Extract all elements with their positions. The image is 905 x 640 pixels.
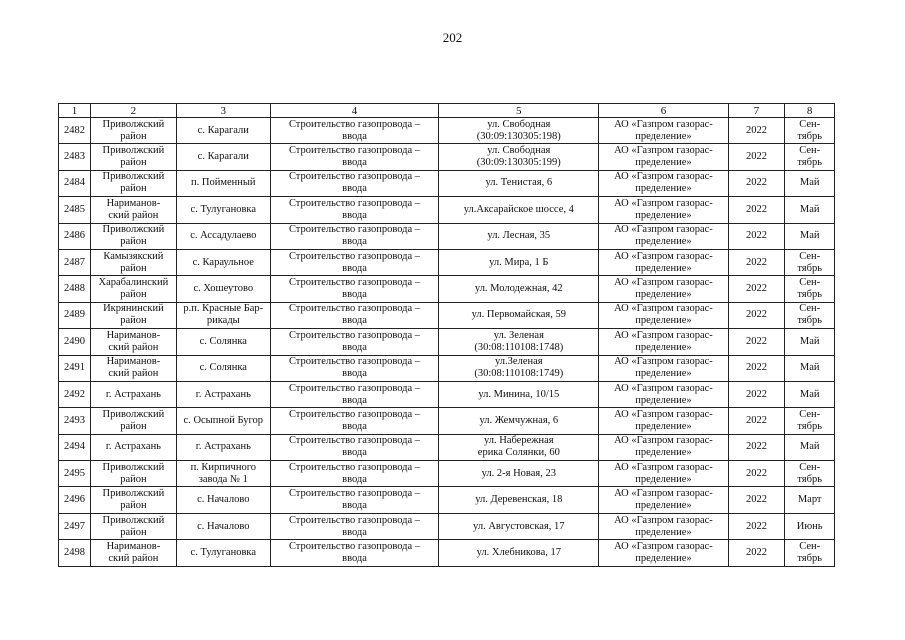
table-row (59, 461, 835, 487)
column-header: 5 (439, 104, 599, 118)
address-cell: ул. Деревенская, 18 (439, 487, 599, 513)
address-cell: ул. Мира, 1 Б (439, 249, 599, 275)
month-cell: Сен- тябрь (785, 302, 835, 328)
month-cell: Май (785, 355, 835, 381)
settlement-cell: с. Карагали (176, 118, 270, 144)
year-cell: 2022 (728, 329, 785, 355)
address-cell: ул. Жемчужная, 6 (439, 408, 599, 434)
month-cell: Июнь (785, 513, 835, 539)
work-type-cell: Строительство газопровода – ввода (270, 434, 438, 460)
district-cell: Приволжский район (91, 118, 177, 144)
address-cell: ул. Лесная, 35 (439, 223, 599, 249)
month-cell: Март (785, 487, 835, 513)
table-row (59, 197, 835, 223)
settlement-cell: с. Тулугановка (176, 540, 270, 566)
address-cell: ул.Зеленая (30:08:110108:1749) (439, 355, 599, 381)
district-cell: Нариманов- ский район (91, 329, 177, 355)
month-cell: Сен- тябрь (785, 249, 835, 275)
month-cell: Сен- тябрь (785, 408, 835, 434)
column-header: 7 (728, 104, 785, 118)
table-header (59, 104, 835, 118)
district-cell: Нариманов- ский район (91, 355, 177, 381)
organization-cell: АО «Газпром газорас- пределение» (599, 118, 728, 144)
work-type-cell: Строительство газопровода – ввода (270, 381, 438, 407)
work-type-cell: Строительство газопровода – ввода (270, 329, 438, 355)
district-cell: Приволжский район (91, 461, 177, 487)
row-number-cell: 2490 (59, 329, 91, 355)
organization-cell: АО «Газпром газорас- пределение» (599, 276, 728, 302)
work-type-cell: Строительство газопровода – ввода (270, 223, 438, 249)
column-header: 1 (59, 104, 91, 118)
column-header: 6 (599, 104, 728, 118)
settlement-cell: р.п. Красные Бар- рикады (176, 302, 270, 328)
work-type-cell: Строительство газопровода – ввода (270, 170, 438, 196)
table-row (59, 408, 835, 434)
address-cell: ул. Молодежная, 42 (439, 276, 599, 302)
settlement-cell: с. Солянка (176, 355, 270, 381)
month-cell: Май (785, 170, 835, 196)
district-cell: Камызякский район (91, 249, 177, 275)
work-type-cell: Строительство газопровода – ввода (270, 408, 438, 434)
table-body (59, 118, 835, 567)
row-number-cell: 2494 (59, 434, 91, 460)
organization-cell: АО «Газпром газорас- пределение» (599, 329, 728, 355)
table-row (59, 513, 835, 539)
row-number-cell: 2484 (59, 170, 91, 196)
address-cell: ул. 2-я Новая, 23 (439, 461, 599, 487)
table-row (59, 144, 835, 170)
organization-cell: АО «Газпром газорас- пределение» (599, 302, 728, 328)
settlement-cell: с. Осыпной Бугор (176, 408, 270, 434)
month-cell: Сен- тябрь (785, 461, 835, 487)
work-type-cell: Строительство газопровода – ввода (270, 513, 438, 539)
work-type-cell: Строительство газопровода – ввода (270, 302, 438, 328)
settlement-cell: п. Кирпичного завода № 1 (176, 461, 270, 487)
year-cell: 2022 (728, 540, 785, 566)
table-row (59, 381, 835, 407)
address-cell: ул. Зеленая (30:08:110108:1748) (439, 329, 599, 355)
row-number-cell: 2492 (59, 381, 91, 407)
month-cell: Сен- тябрь (785, 118, 835, 144)
address-cell: ул.Аксарайское шоссе, 4 (439, 197, 599, 223)
settlement-cell: с. Началово (176, 513, 270, 539)
work-type-cell: Строительство газопровода – ввода (270, 461, 438, 487)
organization-cell: АО «Газпром газорас- пределение» (599, 434, 728, 460)
year-cell: 2022 (728, 223, 785, 249)
district-cell: г. Астрахань (91, 381, 177, 407)
work-type-cell: Строительство газопровода – ввода (270, 197, 438, 223)
address-cell: ул. Хлебникова, 17 (439, 540, 599, 566)
table-row (59, 249, 835, 275)
settlement-cell: г. Астрахань (176, 381, 270, 407)
row-number-cell: 2488 (59, 276, 91, 302)
work-type-cell: Строительство газопровода – ввода (270, 118, 438, 144)
settlement-cell: с. Карагали (176, 144, 270, 170)
year-cell: 2022 (728, 434, 785, 460)
column-header: 3 (176, 104, 270, 118)
organization-cell: АО «Газпром газорас- пределение» (599, 197, 728, 223)
year-cell: 2022 (728, 197, 785, 223)
page-number: 202 (442, 30, 463, 45)
organization-cell: АО «Газпром газорас- пределение» (599, 249, 728, 275)
organization-cell: АО «Газпром газорас- пределение» (599, 408, 728, 434)
month-cell: Сен- тябрь (785, 540, 835, 566)
year-cell: 2022 (728, 408, 785, 434)
work-type-cell: Строительство газопровода – ввода (270, 487, 438, 513)
work-type-cell: Строительство газопровода – ввода (270, 144, 438, 170)
organization-cell: АО «Газпром газорас- пределение» (599, 513, 728, 539)
row-number-cell: 2493 (59, 408, 91, 434)
address-cell: ул. Августовская, 17 (439, 513, 599, 539)
year-cell: 2022 (728, 276, 785, 302)
table-row (59, 302, 835, 328)
address-cell: ул. Тенистая, 6 (439, 170, 599, 196)
organization-cell: АО «Газпром газорас- пределение» (599, 461, 728, 487)
district-cell: Приволжский район (91, 144, 177, 170)
year-cell: 2022 (728, 249, 785, 275)
table-row (59, 434, 835, 460)
row-number-cell: 2497 (59, 513, 91, 539)
year-cell: 2022 (728, 170, 785, 196)
year-cell: 2022 (728, 461, 785, 487)
row-number-cell: 2482 (59, 118, 91, 144)
district-cell: Харабалинский район (91, 276, 177, 302)
district-cell: Икрянинский район (91, 302, 177, 328)
organization-cell: АО «Газпром газорас- пределение» (599, 170, 728, 196)
district-cell: Приволжский район (91, 408, 177, 434)
row-number-cell: 2486 (59, 223, 91, 249)
district-cell: Приволжский район (91, 170, 177, 196)
month-cell: Май (785, 381, 835, 407)
organization-cell: АО «Газпром газорас- пределение» (599, 540, 728, 566)
row-number-cell: 2483 (59, 144, 91, 170)
organization-cell: АО «Газпром газорас- пределение» (599, 381, 728, 407)
settlement-cell: с. Тулугановка (176, 197, 270, 223)
district-cell: Нариманов- ский район (91, 197, 177, 223)
address-cell: ул. Свободная (30:09:130305:198) (439, 118, 599, 144)
district-cell: Нариманов- ский район (91, 540, 177, 566)
year-cell: 2022 (728, 144, 785, 170)
settlement-cell: с. Началово (176, 487, 270, 513)
year-cell: 2022 (728, 355, 785, 381)
address-cell: ул. Свободная (30:09:130305:199) (439, 144, 599, 170)
table-row (59, 540, 835, 566)
table-row (59, 118, 835, 144)
gas-pipeline-registry-table (58, 103, 835, 567)
settlement-cell: с. Ассадулаево (176, 223, 270, 249)
work-type-cell: Строительство газопровода – ввода (270, 249, 438, 275)
month-cell: Сен- тябрь (785, 144, 835, 170)
district-cell: Приволжский район (91, 487, 177, 513)
settlement-cell: с. Хошеутово (176, 276, 270, 302)
year-cell: 2022 (728, 381, 785, 407)
district-cell: г. Астрахань (91, 434, 177, 460)
address-cell: ул. Минина, 10/15 (439, 381, 599, 407)
address-cell: ул. Первомайская, 59 (439, 302, 599, 328)
row-number-cell: 2485 (59, 197, 91, 223)
organization-cell: АО «Газпром газорас- пределение» (599, 355, 728, 381)
work-type-cell: Строительство газопровода – ввода (270, 355, 438, 381)
row-number-cell: 2495 (59, 461, 91, 487)
work-type-cell: Строительство газопровода – ввода (270, 276, 438, 302)
district-cell: Приволжский район (91, 513, 177, 539)
organization-cell: АО «Газпром газорас- пределение» (599, 487, 728, 513)
settlement-cell: г. Астрахань (176, 434, 270, 460)
month-cell: Май (785, 223, 835, 249)
work-type-cell: Строительство газопровода – ввода (270, 540, 438, 566)
row-number-cell: 2498 (59, 540, 91, 566)
month-cell: Май (785, 197, 835, 223)
month-cell: Май (785, 329, 835, 355)
header-row (59, 104, 835, 118)
column-header: 8 (785, 104, 835, 118)
table-row (59, 223, 835, 249)
month-cell: Май (785, 434, 835, 460)
year-cell: 2022 (728, 513, 785, 539)
table-row (59, 355, 835, 381)
month-cell: Сен- тябрь (785, 276, 835, 302)
organization-cell: АО «Газпром газорас- пределение» (599, 223, 728, 249)
district-cell: Приволжский район (91, 223, 177, 249)
settlement-cell: с. Солянка (176, 329, 270, 355)
row-number-cell: 2489 (59, 302, 91, 328)
settlement-cell: с. Караульное (176, 249, 270, 275)
row-number-cell: 2487 (59, 249, 91, 275)
organization-cell: АО «Газпром газорас- пределение» (599, 144, 728, 170)
year-cell: 2022 (728, 302, 785, 328)
table-row (59, 329, 835, 355)
row-number-cell: 2491 (59, 355, 91, 381)
table-row (59, 487, 835, 513)
column-header: 4 (270, 104, 438, 118)
column-header: 2 (91, 104, 177, 118)
year-cell: 2022 (728, 487, 785, 513)
address-cell: ул. Набережная ерика Солянки, 60 (439, 434, 599, 460)
table-row (59, 170, 835, 196)
settlement-cell: п. Пойменный (176, 170, 270, 196)
year-cell: 2022 (728, 118, 785, 144)
row-number-cell: 2496 (59, 487, 91, 513)
table-row (59, 276, 835, 302)
